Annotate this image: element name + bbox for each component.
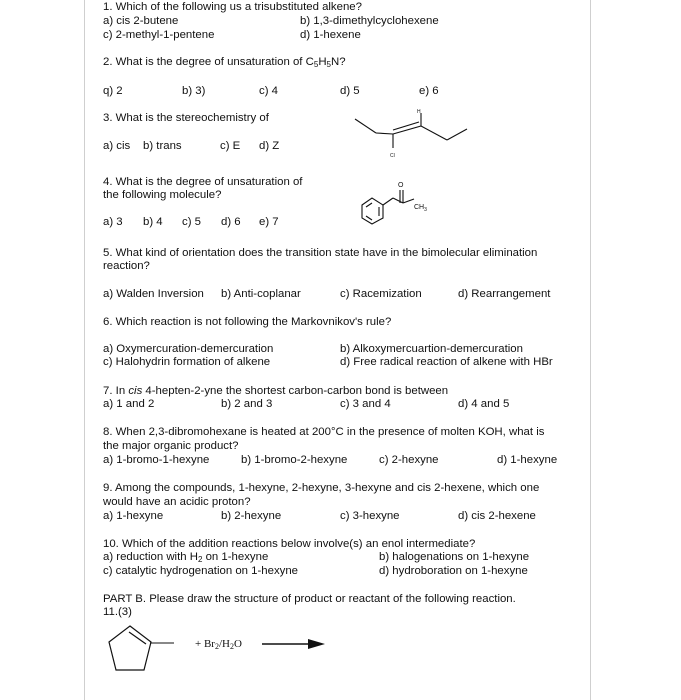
- question-6-option-a: a) Oxymercuration-demercuration: [103, 343, 274, 355]
- question-9-option-a: a) 1-hexyne: [103, 510, 164, 522]
- question-1-option-b: b) 1,3-dimethylcyclohexene: [300, 15, 439, 27]
- question-9-stem-line-2: would have an acidic proton?: [103, 496, 251, 508]
- question-8-option-a: a) 1-bromo-1-hexyne: [103, 454, 210, 466]
- question-3-option-b: b) trans: [143, 140, 182, 152]
- question-4-stem-line-1: 4. What is the degree of unsaturation of: [103, 176, 303, 188]
- question-7-stem: 7. In cis 4-hepten-2-yne the shortest carbon-carbon bond is between: [103, 385, 449, 397]
- question-8-option-d: d) 1-hexyne: [497, 454, 558, 466]
- alkene-structure-q3: [355, 108, 475, 160]
- question-6-option-c: c) Halohydrin formation of alkene: [103, 356, 271, 368]
- question-8-stem-line-2: the major organic product?: [103, 440, 239, 452]
- question-1-stem: 1. Which of the following us a trisubstituted alkene?: [103, 1, 362, 13]
- question-3-option-c: c) E: [220, 140, 241, 152]
- cyclopentene-substituent-bond: [150, 640, 180, 646]
- question-8-option-b: b) 1-bromo-2-hexyne: [241, 454, 348, 466]
- question-9-stem-line-1: 9. Among the compounds, 1-hexyne, 2-hexyne, 3-hexyne and cis 2-hexene, which one: [103, 482, 540, 494]
- question-10-option-a: a) reduction with $H_2$ on 1-hexyne: [103, 551, 269, 564]
- question-2-option-b: b) 3): [182, 85, 206, 97]
- question-4-option-e: e) 7: [259, 216, 279, 228]
- chlorine-atom-label: Cl: [390, 153, 395, 159]
- question-5-option-d: d) Rearrangement: [458, 288, 551, 300]
- reaction-reagent: + $Br_2/H_2O$: [195, 638, 242, 651]
- question-8-option-c: c) 2-hexyne: [379, 454, 439, 466]
- question-2-option-c: c) 4: [259, 85, 278, 97]
- question-9-option-d: d) cis 2-hexene: [458, 510, 536, 522]
- question-1-option-a: a) cis 2-butene: [103, 15, 179, 27]
- part-b-heading: PART B. Please draw the structure of product or reactant of the following reaction.: [103, 593, 516, 605]
- question-9-option-c: c) 3-hexyne: [340, 510, 400, 522]
- question-5-option-a: a) Walden Inversion: [103, 288, 204, 300]
- question-9-option-b: b) 2-hexyne: [221, 510, 282, 522]
- cyclopentene-structure: [103, 623, 163, 679]
- question-3-option-a: a) cis: [103, 140, 131, 152]
- question-5-stem-line-2: reaction?: [103, 260, 150, 272]
- question-8-stem-line-1: 8. When 2,3-dibromohexane is heated at 200°C in the presence of molten KOH, what is: [103, 426, 545, 438]
- question-10-option-b: b) halogenations on 1-hexyne: [379, 551, 530, 563]
- question-6-option-d: d) Free radical reaction of alkene with HBr: [340, 356, 553, 368]
- question-2-option-e: e) 6: [419, 85, 439, 97]
- question-4-option-a: a) 3: [103, 216, 123, 228]
- question-6-stem: 6. Which reaction is not following the Markovnikov's rule?: [103, 316, 392, 328]
- question-10-stem: 10. Which of the addition reactions below involve(s) an enol intermediate?: [103, 538, 476, 550]
- question-7-option-b: b) 2 and 3: [221, 398, 273, 410]
- page-right-edge: [590, 0, 591, 700]
- hydrogen-atom-label: H: [417, 109, 421, 115]
- question-1-option-d: d) 1-hexene: [300, 29, 361, 41]
- question-3-stem: 3. What is the stereochemistry of: [103, 112, 269, 124]
- page-left-edge: [84, 0, 85, 700]
- question-7-option-c: c) 3 and 4: [340, 398, 391, 410]
- question-5-stem-line-1: 5. What kind of orientation does the transition state have in the bimolecular elimination: [103, 247, 538, 259]
- question-7-option-d: d) 4 and 5: [458, 398, 510, 410]
- question-5-option-c: c) Racemization: [340, 288, 422, 300]
- question-10-option-d: d) hydroboration on 1-hexyne: [379, 565, 528, 577]
- question-5-option-b: b) Anti-coplanar: [221, 288, 301, 300]
- question-6-option-b: b) Alkoxymercuartion-demercuration: [340, 343, 523, 355]
- question-4-option-b: b) 4: [143, 216, 163, 228]
- question-4-option-d: d) 6: [221, 216, 241, 228]
- reaction-arrow-icon: [262, 638, 326, 650]
- question-7-option-a: a) 1 and 2: [103, 398, 155, 410]
- oxygen-atom-label: O: [398, 182, 404, 189]
- question-2-stem: 2. What is the degree of unsaturation of $C_5H_5N$?: [103, 56, 346, 69]
- question-4-stem-line-2: the following molecule?: [103, 189, 222, 201]
- question-10-option-c: c) catalytic hydrogenation on 1-hexyne: [103, 565, 299, 577]
- question-11-number: 11.(3): [103, 606, 132, 618]
- question-2-option-a: q) 2: [103, 85, 123, 97]
- acetophenone-structure-q4: [358, 172, 448, 232]
- question-1-option-c: c) 2-methyl-1-pentene: [103, 29, 215, 41]
- question-2-option-d: d) 5: [340, 85, 360, 97]
- question-4-option-c: c) 5: [182, 216, 201, 228]
- methyl-group-label: $CH_3$: [414, 204, 427, 213]
- question-3-option-d: d) Z: [259, 140, 280, 152]
